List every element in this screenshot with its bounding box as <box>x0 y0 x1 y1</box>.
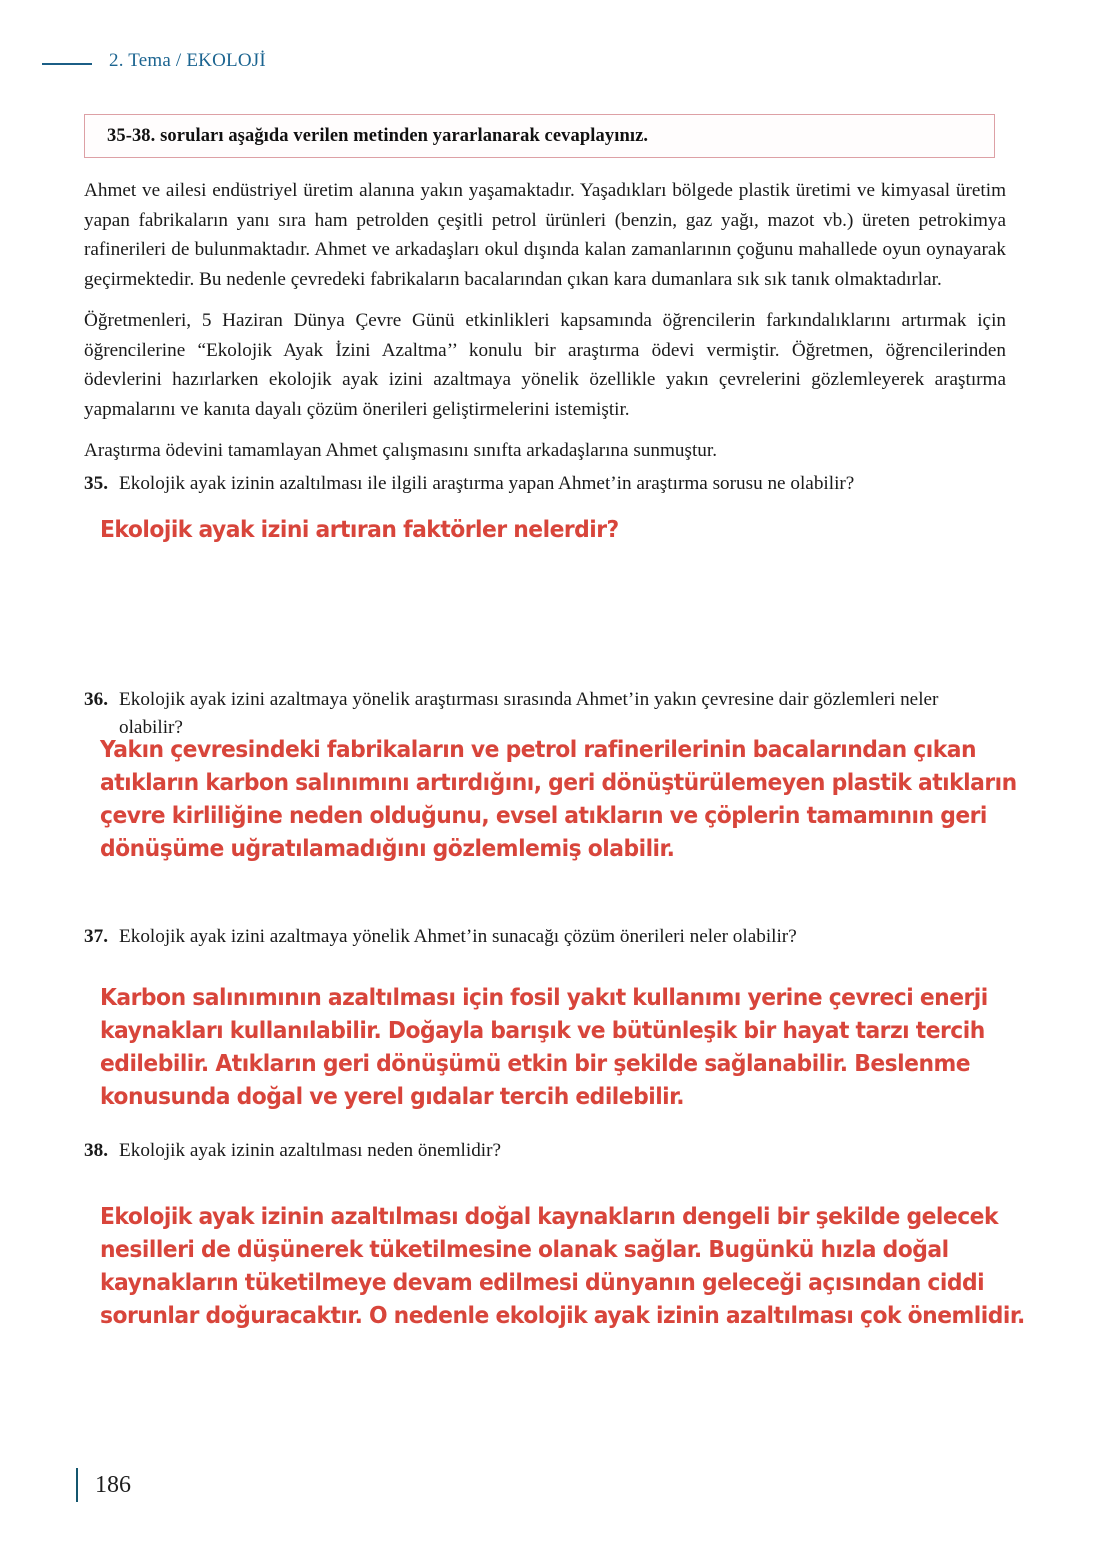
answer-38: Ekolojik ayak izinin azaltılması doğal kaynakların dengeli bir şekilde gelecek nesilleri de düşünerek tüketilmesine olanak sağlar. Bugünkü hızla doğal kaynakların tüketilmeye devam edilmesi dünyanın geleceği açısından ciddi sorunlar doğuracaktır. O nedenle ekolojik ayak izinin azaltılması çok önemlidir. <box>100 1202 1025 1329</box>
question-36-text: Ekolojik ayak izini azaltmaya yönelik araştırması sırasında Ahmet’in yakın çevresine dair gözlemleri neler olabilir? <box>119 689 939 738</box>
answer-37: Karbon salınımının azaltılması için fosil yakıt kullanımı yerine çevreci enerji kaynakları kullanılabilir. Doğayla barışık ve bütünleşik bir hayat tarzı tercih edilebilir. Atıkların geri dönüşümü etkin bir şekilde sağlanabilir. Beslenme konusunda doğal ve yerel gıdalar tercih edilebilir. <box>100 983 988 1110</box>
header-rule-decoration <box>42 63 92 65</box>
question-35 <box>84 470 1014 498</box>
answer-35: Ekolojik ayak izini artıran faktörler nelerdir? <box>100 515 619 543</box>
passage-container <box>84 176 1014 468</box>
question-38-text: Ekolojik ayak izinin azaltılması neden önemlidir? <box>119 1140 502 1161</box>
question-37-number: 37. <box>84 926 108 947</box>
answer-36: Yakın çevresindeki fabrikaların ve petrol rafinerilerinin bacalarından çıkan atıkların karbon salınımını artırdığını, geri dönüştürülemeyen plastik atıkların çevre kirliliğine neden olduğunu, evsel atıkların ve çöplerin tamamının geri dönüşüme uğratılamadığını gözlemlemiş olabilir. <box>100 735 1017 862</box>
question-38 <box>84 1137 1014 1165</box>
passage-paragraph-1: Ahmet ve ailesi endüstriyel üretim alanına yakın yaşamaktadır. Yaşadıkları bölgede plastik üretimi ve kimyasal üretim yapan fabrikaların yanı sıra ham petrolden çeşitli petrol ürünleri (benzin, gaz yağı, mazot vb.) üreten petrokimya rafinerileri de bulunmaktadır. Ahmet ve arkadaşları okul dışında kalan zamanlarının çoğunu mahallede oyun oynayarak geçirmektedir. Bu nedenle çevredeki fabrikaların bacalarından çıkan kara dumanlara sık sık tanık olmaktadırlar. <box>84 180 1006 290</box>
page-header <box>0 44 1105 78</box>
question-35-number: 35. <box>84 473 108 494</box>
question-37 <box>84 923 1014 951</box>
question-35-text: Ekolojik ayak izinin azaltılması ile ilgili araştırma yapan Ahmet’in araştırma sorusu ne olabilir? <box>119 473 855 494</box>
question-36-number: 36. <box>84 689 108 710</box>
instruction-box <box>84 114 995 158</box>
page-footer <box>76 1468 131 1502</box>
instruction-text: 35-38. soruları aşağıda verilen metinden yararlanarak cevaplayınız. <box>107 125 649 146</box>
page-number: 186 <box>95 1472 131 1498</box>
question-37-text: Ekolojik ayak izini azaltmaya yönelik Ahmet’in sunacağı çözüm önerileri neler olabilir? <box>119 926 797 947</box>
passage-paragraph-2: Öğretmenleri, 5 Haziran Dünya Çevre Günü etkinlikleri kapsamında öğrencilerin farkındalıklarını artırmak için öğrencilerine “Ekolojik Ayak İzini Azaltma’’ konulu bir araştırma ödevi vermiştir. Öğretmen, öğrencilerinden ödevlerini hazırlarken ekolojik ayak izini azaltmaya yönelik özellikle yakın çevrelerini gözlemleyerek araştırma yapmalarını ve kanıta dayalı çözüm önerileri geliştirmelerini istemiştir. <box>84 310 1006 420</box>
question-38-number: 38. <box>84 1140 108 1161</box>
breadcrumb: 2. Tema / EKOLOJİ <box>109 50 266 71</box>
footer-rule-decoration <box>76 1468 78 1502</box>
passage-paragraph-3: Araştırma ödevini tamamlayan Ahmet çalışmasını sınıfta arkadaşlarına sunmuştur. <box>84 440 718 461</box>
